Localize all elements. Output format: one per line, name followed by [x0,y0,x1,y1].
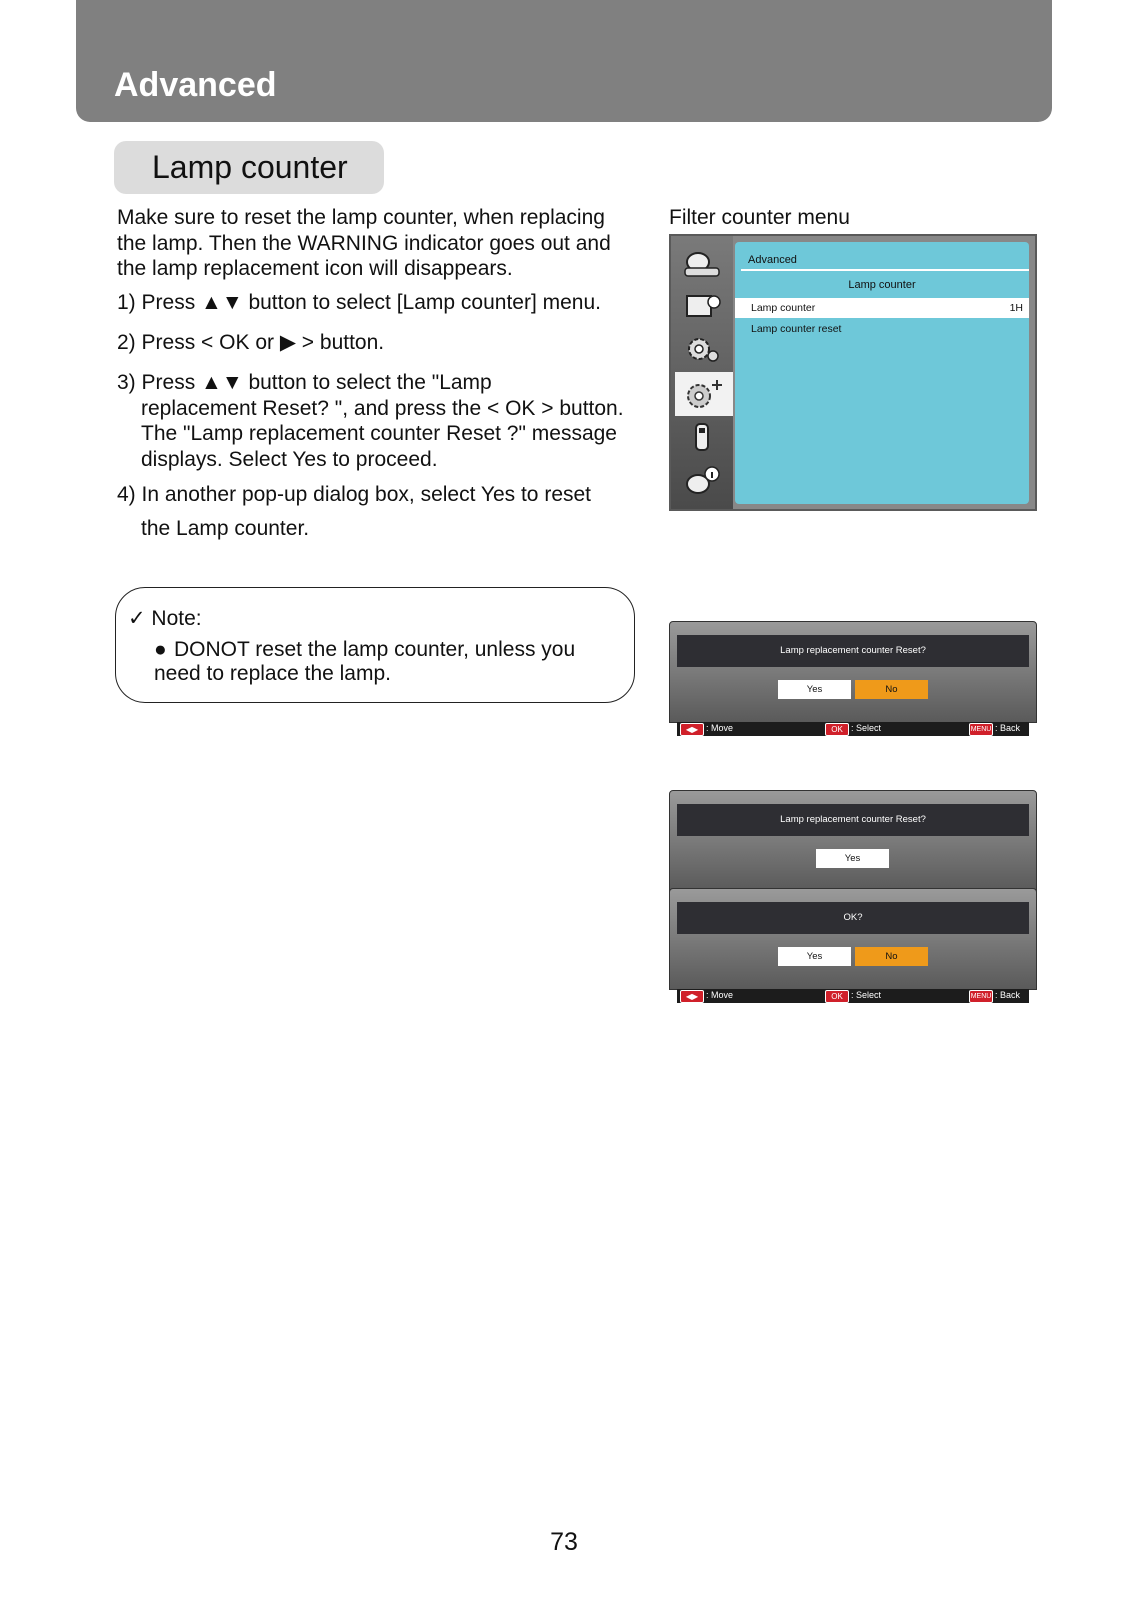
information-icon [681,464,723,498]
confirm-question: OK? [677,902,1029,934]
step-1 [117,290,637,316]
ok-key-icon: OK [825,723,849,736]
dialog-question: Lamp replacement counter Reset? [677,635,1029,667]
menu-item-label: Lamp counter reset [751,323,842,335]
select-label: : Select [851,990,882,1000]
move-label: : Move [706,723,734,733]
osd-menu-screenshot [669,234,1037,511]
dialog-footer [677,989,1029,1003]
advanced-gear-plus-icon [675,372,733,416]
back-label: : Back [995,723,1021,733]
bullet-icon: ● [154,638,167,661]
move-key-icon: ◀▶ [680,990,704,1003]
step-text: In another pop-up dialog box, select Yes to reset [141,483,592,506]
menu-caption: Filter counter menu [669,206,850,229]
menu-title: Advanced [748,254,797,266]
menu-item-lamp-counter[interactable] [735,298,1029,318]
no-button[interactable]: No [855,680,928,699]
note-box [115,587,635,703]
step-number: 2) [117,331,136,354]
menu-item-label: Lamp counter [751,302,816,314]
menu-divider [741,269,1029,271]
menu-sidebar [671,236,733,509]
step-2 [117,330,637,356]
setting-gear-icon [681,332,723,366]
reset-dialog [669,621,1037,723]
dialog-footer [677,722,1029,736]
ok-key-icon: OK [825,990,849,1003]
section-title: Lamp counter [152,149,348,185]
menu-panel [735,242,1029,504]
step-text-continued: the Lamp counter. [141,517,310,540]
yes-button[interactable]: Yes [778,680,851,699]
confirm-dialog [669,888,1037,990]
step-number: 4) [117,483,136,506]
menu-key-icon: MENU [969,990,993,1003]
yes-button[interactable]: Yes [816,849,889,868]
dialog-question: Lamp replacement counter Reset? [677,804,1029,836]
advanced-icon-selected [675,372,733,416]
step-text: Press < OK or ▶ > button. [141,331,385,354]
intro-paragraph: Make sure to reset the lamp counter, when replacing the lamp. Then the WARNING indicator goes out and the lamp replacement icon will disappears. [117,206,611,280]
select-text: Select [856,723,882,733]
note-item-text: DONOT reset the lamp counter, unless you need to replace the lamp. [154,638,576,685]
yes-button[interactable]: Yes [778,947,851,966]
step-4 [117,478,637,546]
back-text: Back [1000,990,1021,1000]
step-number: 1) [117,291,136,314]
image-icon [681,246,723,280]
reset-dialog-background [669,790,1037,892]
move-text: Move [711,723,734,733]
page-number: 73 [550,1528,578,1556]
chapter-title: Advanced [114,66,277,104]
step-text: Press ▲▼ button to select the "Lamp [141,371,492,394]
no-button[interactable]: No [855,947,928,966]
section-heading-pill [114,141,384,194]
back-label: : Back [995,990,1021,1000]
menu-item-value: 1H [1009,302,1023,314]
select-text: Select [856,990,882,1000]
move-text: Move [711,990,734,1000]
chapter-header [76,0,1052,122]
note-heading: ✓ Note: [128,607,202,630]
menu-key-icon: MENU [969,723,993,736]
select-label: : Select [851,723,882,733]
step-text: Press ▲▼ button to select [Lamp counter] menu. [141,291,601,314]
note-item [154,638,594,686]
back-text: Back [1000,723,1021,733]
usb-icon [681,420,723,454]
step-3 [117,370,637,472]
menu-subtitle: Lamp counter [848,279,916,291]
menu-item-lamp-counter-reset[interactable] [735,319,1029,339]
step-number: 3) [117,371,136,394]
move-label: : Move [706,990,734,1000]
step-text-continued: replacement Reset? ", and press the < OK > button. The "Lamp replacement counter Reset ?" message displays. Select Yes to proceed. [141,396,624,471]
display-icon [681,290,723,324]
move-key-icon: ◀▶ [680,723,704,736]
